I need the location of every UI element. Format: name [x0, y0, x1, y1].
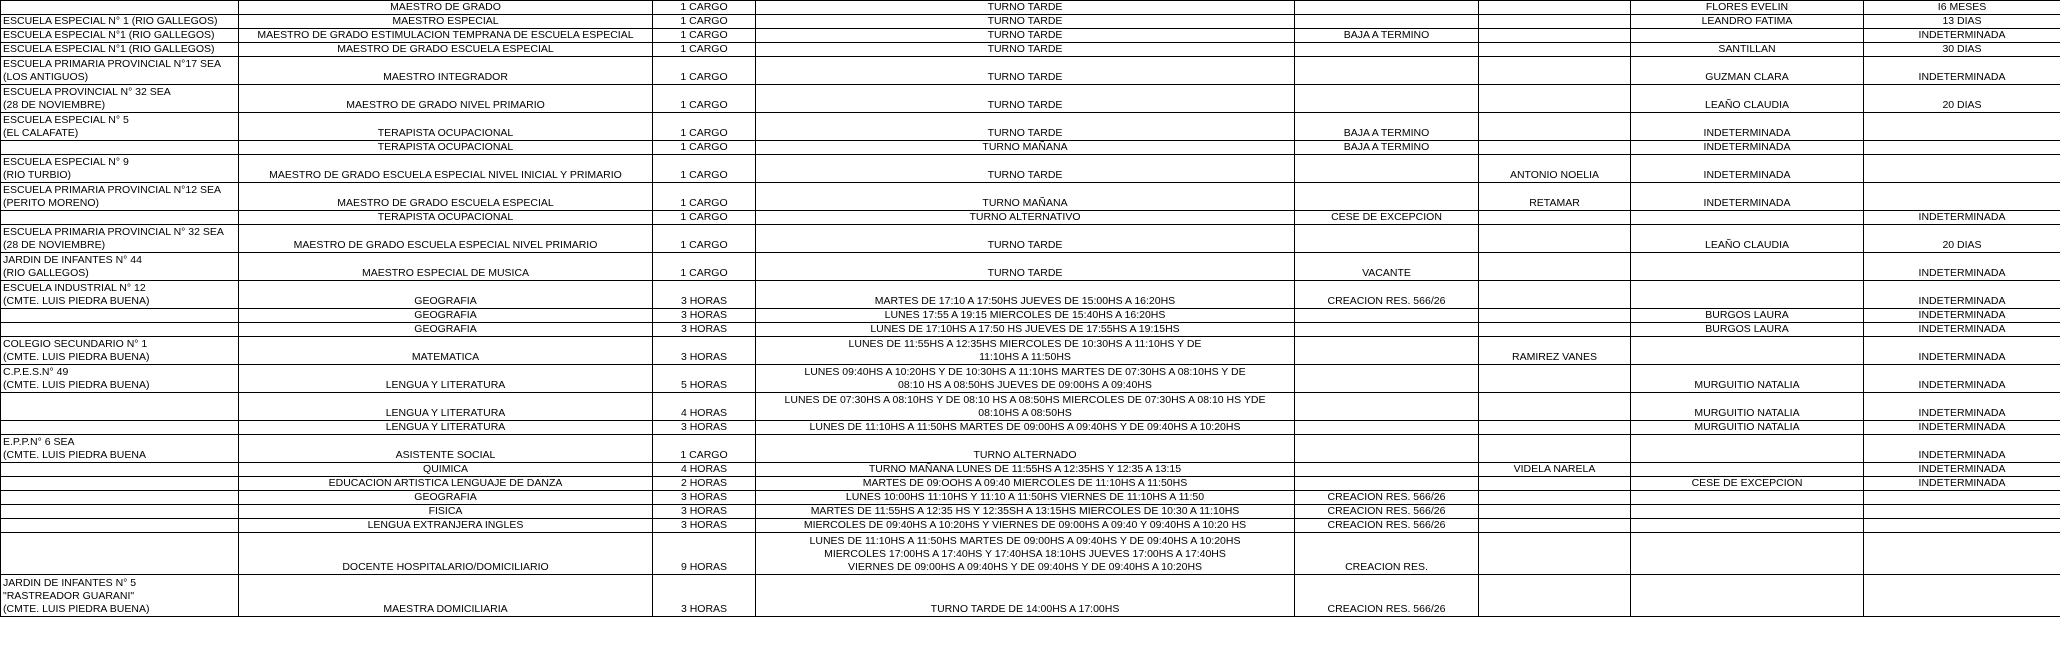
schedule-cell: LUNES DE 11:10HS A 11:50HS MARTES DE 09:00HS A 09:40HS Y DE 09:40HS A 10:20HS: [756, 421, 1295, 435]
situation-cell: [1295, 225, 1479, 253]
schedule-cell: TURNO TARDE: [756, 15, 1295, 29]
situation-cell: CREACION RES. 566/26: [1295, 575, 1479, 617]
position-cell: LENGUA Y LITERATURA: [239, 365, 653, 393]
school-cell: [1, 519, 239, 533]
duration-cell: 20 DIAS: [1864, 85, 2060, 113]
holder-cell: [1479, 575, 1631, 617]
duration-cell: INDETERMINADA: [1864, 323, 2060, 337]
duration-cell: INDETERMINADA: [1864, 477, 2060, 491]
duration-cell: INDETERMINADA: [1864, 463, 2060, 477]
holder-cell: [1479, 309, 1631, 323]
replacement-cell: [1631, 29, 1864, 43]
duration-cell: [1864, 533, 2060, 575]
schedule-cell: LUNES DE 11:55HS A 12:35HS MIERCOLES DE 10:30HS A 11:10HS Y DE 11:10HS A 11:50HS: [756, 337, 1295, 365]
load-cell: 1 CARGO: [653, 57, 756, 85]
school-cell: ESCUELA INDUSTRIAL N° 12 (CMTE. LUIS PIEDRA BUENA): [1, 281, 239, 309]
table-row: [1, 435, 2060, 463]
holder-cell: [1479, 533, 1631, 575]
load-cell: 1 CARGO: [653, 253, 756, 281]
schedule-cell: LUNES DE 11:10HS A 11:50HS MARTES DE 09:00HS A 09:40HS Y DE 09:40HS A 10:20HS MIERCOLES 17:00HS A 17:40HS Y 17:40HSA 18:10HS JUEVES 17:00HS A 17:40HS VIERNES DE 09:00HS A 09:40HS Y DE 09:40HS Y DE 09:40HS A 10:20HS: [756, 533, 1295, 575]
duration-cell: I6 MESES: [1864, 1, 2060, 15]
load-cell: 3 HORAS: [653, 337, 756, 365]
replacement-cell: [1631, 337, 1864, 365]
situation-cell: [1295, 365, 1479, 393]
holder-cell: [1479, 113, 1631, 141]
load-cell: 1 CARGO: [653, 113, 756, 141]
school-cell: [1, 393, 239, 421]
duration-cell: [1864, 155, 2060, 183]
situation-cell: VACANTE: [1295, 253, 1479, 281]
replacement-cell: GUZMAN CLARA: [1631, 57, 1864, 85]
schedule-cell: LUNES 17:55 A 19:15 MIERCOLES DE 15:40HS A 16:20HS: [756, 309, 1295, 323]
duration-cell: INDETERMINADA: [1864, 365, 2060, 393]
position-cell: DOCENTE HOSPITALARIO/DOMICILIARIO: [239, 533, 653, 575]
duration-cell: INDETERMINADA: [1864, 211, 2060, 225]
table-row: [1, 533, 2060, 575]
holder-cell: RAMIREZ VANES: [1479, 337, 1631, 365]
holder-cell: [1479, 29, 1631, 43]
load-cell: 3 HORAS: [653, 519, 756, 533]
holder-cell: [1479, 85, 1631, 113]
replacement-cell: INDETERMINADA: [1631, 141, 1864, 155]
schedule-cell: TURNO TARDE: [756, 85, 1295, 113]
position-cell: GEOGRAFIA: [239, 491, 653, 505]
holder-cell: [1479, 435, 1631, 463]
table-row: [1, 1, 2060, 15]
situation-cell: [1295, 477, 1479, 491]
replacement-cell: [1631, 463, 1864, 477]
table-row: [1, 113, 2060, 141]
situation-cell: CREACION RES. 566/26: [1295, 505, 1479, 519]
school-cell: ESCUELA ESPECIAL N°1 (RIO GALLEGOS): [1, 43, 239, 57]
position-cell: GEOGRAFIA: [239, 309, 653, 323]
situation-cell: BAJA A TERMINO: [1295, 29, 1479, 43]
position-cell: MAESTRO INTEGRADOR: [239, 57, 653, 85]
replacement-cell: BURGOS LAURA: [1631, 323, 1864, 337]
holder-cell: [1479, 211, 1631, 225]
position-cell: LENGUA Y LITERATURA: [239, 421, 653, 435]
schedule-cell: TURNO TARDE: [756, 29, 1295, 43]
position-cell: MAESTRA DOMICILIARIA: [239, 575, 653, 617]
load-cell: 5 HORAS: [653, 365, 756, 393]
position-cell: LENGUA EXTRANJERA INGLES: [239, 519, 653, 533]
schedule-cell: TURNO TARDE DE 14:00HS A 17:00HS: [756, 575, 1295, 617]
load-cell: 3 HORAS: [653, 281, 756, 309]
duration-cell: INDETERMINADA: [1864, 435, 2060, 463]
school-cell: C.P.E.S.N° 49 (CMTE. LUIS PIEDRA BUENA): [1, 365, 239, 393]
position-cell: GEOGRAFIA: [239, 281, 653, 309]
replacement-cell: INDETERMINADA: [1631, 113, 1864, 141]
situation-cell: [1295, 183, 1479, 211]
duration-cell: [1864, 505, 2060, 519]
load-cell: 1 CARGO: [653, 43, 756, 57]
schedule-cell: MIERCOLES DE 09:40HS A 10:20HS Y VIERNES DE 09:00HS A 09:40 Y 09:40HS A 10:20 HS: [756, 519, 1295, 533]
school-cell: ESCUELA PRIMARIA PROVINCIAL N°12 SEA (PERITO MORENO): [1, 183, 239, 211]
holder-cell: [1479, 1, 1631, 15]
table-row: [1, 141, 2060, 155]
table-row: [1, 43, 2060, 57]
replacement-cell: INDETERMINADA: [1631, 183, 1864, 211]
schedule-cell: TURNO TARDE: [756, 253, 1295, 281]
load-cell: 1 CARGO: [653, 183, 756, 211]
position-cell: MATEMATICA: [239, 337, 653, 365]
load-cell: 3 HORAS: [653, 505, 756, 519]
table-row: [1, 225, 2060, 253]
replacement-cell: [1631, 533, 1864, 575]
table-row: [1, 505, 2060, 519]
position-cell: MAESTRO ESPECIAL: [239, 15, 653, 29]
schedule-cell: TURNO TARDE: [756, 113, 1295, 141]
duration-cell: 13 DIAS: [1864, 15, 2060, 29]
duration-cell: [1864, 519, 2060, 533]
table-row: [1, 29, 2060, 43]
schedule-cell: TURNO ALTERNATIVO: [756, 211, 1295, 225]
table-row: [1, 575, 2060, 617]
situation-cell: CREACION RES. 566/26: [1295, 281, 1479, 309]
position-cell: MAESTRO DE GRADO: [239, 1, 653, 15]
position-cell: ASISTENTE SOCIAL: [239, 435, 653, 463]
position-cell: TERAPISTA OCUPACIONAL: [239, 141, 653, 155]
school-cell: [1, 491, 239, 505]
schedule-cell: TURNO MAÑANA LUNES DE 11:55HS A 12:35HS Y 12:35 A 13:15: [756, 463, 1295, 477]
holder-cell: [1479, 491, 1631, 505]
duration-cell: INDETERMINADA: [1864, 337, 2060, 365]
holder-cell: [1479, 281, 1631, 309]
situation-cell: CREACION RES. 566/26: [1295, 519, 1479, 533]
position-cell: MAESTRO DE GRADO ESTIMULACION TEMPRANA DE ESCUELA ESPECIAL: [239, 29, 653, 43]
situation-cell: [1295, 323, 1479, 337]
holder-cell: [1479, 421, 1631, 435]
school-cell: ESCUELA PROVINCIAL N° 32 SEA (28 DE NOVIEMBRE): [1, 85, 239, 113]
holder-cell: [1479, 253, 1631, 281]
position-cell: FISICA: [239, 505, 653, 519]
school-cell: [1, 1, 239, 15]
situation-cell: [1295, 57, 1479, 85]
schedule-cell: TURNO TARDE: [756, 155, 1295, 183]
position-cell: MAESTRO DE GRADO ESCUELA ESPECIAL NIVEL INICIAL Y PRIMARIO: [239, 155, 653, 183]
table-row: [1, 393, 2060, 421]
schedule-cell: TURNO TARDE: [756, 43, 1295, 57]
replacement-cell: [1631, 211, 1864, 225]
school-cell: [1, 533, 239, 575]
table-row: [1, 323, 2060, 337]
position-cell: MAESTRO ESPECIAL DE MUSICA: [239, 253, 653, 281]
school-cell: ESCUELA ESPECIAL N° 5 (EL CALAFATE): [1, 113, 239, 141]
holder-cell: [1479, 477, 1631, 491]
table-row: [1, 421, 2060, 435]
position-cell: QUIMICA: [239, 463, 653, 477]
holder-cell: RETAMAR: [1479, 183, 1631, 211]
load-cell: 3 HORAS: [653, 575, 756, 617]
replacement-cell: [1631, 505, 1864, 519]
school-cell: ESCUELA PRIMARIA PROVINCIAL N°17 SEA (LOS ANTIGUOS): [1, 57, 239, 85]
school-cell: JARDIN DE INFANTES N° 44 (RIO GALLEGOS): [1, 253, 239, 281]
replacement-cell: LEANDRO FATIMA: [1631, 15, 1864, 29]
load-cell: 1 CARGO: [653, 85, 756, 113]
replacement-cell: [1631, 491, 1864, 505]
holder-cell: [1479, 393, 1631, 421]
load-cell: 4 HORAS: [653, 463, 756, 477]
load-cell: 1 CARGO: [653, 141, 756, 155]
replacement-cell: MURGUITIO NATALIA: [1631, 365, 1864, 393]
school-cell: [1, 421, 239, 435]
load-cell: 3 HORAS: [653, 421, 756, 435]
duration-cell: [1864, 113, 2060, 141]
load-cell: 2 HORAS: [653, 477, 756, 491]
situation-cell: [1295, 435, 1479, 463]
situation-cell: CESE DE EXCEPCION: [1295, 211, 1479, 225]
holder-cell: ANTONIO NOELIA: [1479, 155, 1631, 183]
holder-cell: [1479, 365, 1631, 393]
situation-cell: [1295, 309, 1479, 323]
situation-cell: CREACION RES.: [1295, 533, 1479, 575]
table-row: [1, 211, 2060, 225]
position-cell: TERAPISTA OCUPACIONAL: [239, 113, 653, 141]
load-cell: 1 CARGO: [653, 225, 756, 253]
duration-cell: INDETERMINADA: [1864, 281, 2060, 309]
situation-cell: [1295, 337, 1479, 365]
position-cell: MAESTRO DE GRADO ESCUELA ESPECIAL NIVEL PRIMARIO: [239, 225, 653, 253]
school-cell: COLEGIO SECUNDARIO N° 1 (CMTE. LUIS PIEDRA BUENA): [1, 337, 239, 365]
load-cell: 3 HORAS: [653, 491, 756, 505]
school-cell: [1, 505, 239, 519]
replacement-cell: [1631, 575, 1864, 617]
vacancy-table-body: [1, 1, 2060, 617]
situation-cell: [1295, 155, 1479, 183]
schedule-cell: MARTES DE 09:OOHS A 09:40 MIERCOLES DE 11:10HS A 11:50HS: [756, 477, 1295, 491]
duration-cell: INDETERMINADA: [1864, 421, 2060, 435]
situation-cell: BAJA A TERMINO: [1295, 113, 1479, 141]
table-row: [1, 463, 2060, 477]
duration-cell: INDETERMINADA: [1864, 57, 2060, 85]
holder-cell: [1479, 43, 1631, 57]
school-cell: ESCUELA ESPECIAL N°1 (RIO GALLEGOS): [1, 29, 239, 43]
schedule-cell: LUNES DE 07:30HS A 08:10HS Y DE 08:10 HS A 08:50HS MIERCOLES DE 07:30HS A 08:10 HS YDE 08:10HS A 08:50HS: [756, 393, 1295, 421]
position-cell: EDUCACION ARTISTICA LENGUAJE DE DANZA: [239, 477, 653, 491]
holder-cell: [1479, 323, 1631, 337]
school-cell: [1, 141, 239, 155]
table-row: [1, 15, 2060, 29]
school-cell: JARDIN DE INFANTES N° 5 "RASTREADOR GUARANI" (CMTE. LUIS PIEDRA BUENA): [1, 575, 239, 617]
table-row: [1, 337, 2060, 365]
table-row: [1, 365, 2060, 393]
duration-cell: [1864, 491, 2060, 505]
load-cell: 9 HORAS: [653, 533, 756, 575]
position-cell: GEOGRAFIA: [239, 323, 653, 337]
holder-cell: [1479, 519, 1631, 533]
load-cell: 1 CARGO: [653, 155, 756, 183]
school-cell: ESCUELA PRIMARIA PROVINCIAL N° 32 SEA (28 DE NOVIEMBRE): [1, 225, 239, 253]
holder-cell: [1479, 141, 1631, 155]
table-row: [1, 281, 2060, 309]
school-cell: [1, 309, 239, 323]
table-row: [1, 85, 2060, 113]
duration-cell: INDETERMINADA: [1864, 393, 2060, 421]
situation-cell: [1295, 421, 1479, 435]
replacement-cell: LEAÑO CLAUDIA: [1631, 225, 1864, 253]
replacement-cell: MURGUITIO NATALIA: [1631, 393, 1864, 421]
situation-cell: [1295, 15, 1479, 29]
table-row: [1, 253, 2060, 281]
school-cell: [1, 463, 239, 477]
load-cell: 1 CARGO: [653, 1, 756, 15]
table-row: [1, 477, 2060, 491]
table-row: [1, 519, 2060, 533]
replacement-cell: INDETERMINADA: [1631, 155, 1864, 183]
replacement-cell: [1631, 281, 1864, 309]
replacement-cell: [1631, 253, 1864, 281]
position-cell: MAESTRO DE GRADO ESCUELA ESPECIAL: [239, 43, 653, 57]
replacement-cell: [1631, 519, 1864, 533]
table-row: [1, 309, 2060, 323]
situation-cell: CREACION RES. 566/26: [1295, 491, 1479, 505]
duration-cell: INDETERMINADA: [1864, 253, 2060, 281]
situation-cell: [1295, 393, 1479, 421]
schedule-cell: LUNES DE 17:10HS A 17:50 HS JUEVES DE 17:55HS A 19:15HS: [756, 323, 1295, 337]
duration-cell: 20 DIAS: [1864, 225, 2060, 253]
situation-cell: BAJA A TERMINO: [1295, 141, 1479, 155]
position-cell: LENGUA Y LITERATURA: [239, 393, 653, 421]
school-cell: ESCUELA ESPECIAL N° 1 (RIO GALLEGOS): [1, 15, 239, 29]
load-cell: 4 HORAS: [653, 393, 756, 421]
replacement-cell: [1631, 435, 1864, 463]
replacement-cell: MURGUITIO NATALIA: [1631, 421, 1864, 435]
schedule-cell: MARTES DE 17:10 A 17:50HS JUEVES DE 15:00HS A 16:20HS: [756, 281, 1295, 309]
load-cell: 1 CARGO: [653, 15, 756, 29]
holder-cell: VIDELA NARELA: [1479, 463, 1631, 477]
table-row: [1, 183, 2060, 211]
schedule-cell: TURNO TARDE: [756, 57, 1295, 85]
situation-cell: [1295, 1, 1479, 15]
load-cell: 1 CARGO: [653, 29, 756, 43]
replacement-cell: FLORES EVELIN: [1631, 1, 1864, 15]
school-cell: [1, 211, 239, 225]
replacement-cell: BURGOS LAURA: [1631, 309, 1864, 323]
schedule-cell: TURNO TARDE: [756, 225, 1295, 253]
replacement-cell: CESE DE EXCEPCION: [1631, 477, 1864, 491]
table-row: [1, 57, 2060, 85]
position-cell: MAESTRO DE GRADO ESCUELA ESPECIAL: [239, 183, 653, 211]
duration-cell: [1864, 141, 2060, 155]
position-cell: TERAPISTA OCUPACIONAL: [239, 211, 653, 225]
schedule-cell: LUNES 10:00HS 11:10HS Y 11:10 A 11:50HS VIERNES DE 11:10HS A 11:50: [756, 491, 1295, 505]
school-cell: [1, 323, 239, 337]
school-cell: E.P.P.N° 6 SEA (CMTE. LUIS PIEDRA BUENA: [1, 435, 239, 463]
load-cell: 1 CARGO: [653, 211, 756, 225]
load-cell: 1 CARGO: [653, 435, 756, 463]
duration-cell: INDETERMINADA: [1864, 309, 2060, 323]
schedule-cell: TURNO ALTERNADO: [756, 435, 1295, 463]
holder-cell: [1479, 225, 1631, 253]
situation-cell: [1295, 463, 1479, 477]
duration-cell: [1864, 183, 2060, 211]
schedule-cell: TURNO TARDE: [756, 1, 1295, 15]
holder-cell: [1479, 505, 1631, 519]
load-cell: 3 HORAS: [653, 323, 756, 337]
replacement-cell: SANTILLAN: [1631, 43, 1864, 57]
duration-cell: INDETERMINADA: [1864, 29, 2060, 43]
school-cell: ESCUELA ESPECIAL N° 9 (RIO TURBIO): [1, 155, 239, 183]
situation-cell: [1295, 43, 1479, 57]
table-row: [1, 155, 2060, 183]
situation-cell: [1295, 85, 1479, 113]
schedule-cell: LUNES 09:40HS A 10:20HS Y DE 10:30HS A 11:10HS MARTES DE 07:30HS A 08:10HS Y DE 08:10 HS A 08:50HS JUEVES DE 09:00HS A 09:40HS: [756, 365, 1295, 393]
schedule-cell: TURNO MAÑANA: [756, 141, 1295, 155]
duration-cell: [1864, 575, 2060, 617]
duration-cell: 30 DIAS: [1864, 43, 2060, 57]
replacement-cell: LEAÑO CLAUDIA: [1631, 85, 1864, 113]
holder-cell: [1479, 57, 1631, 85]
schedule-cell: MARTES DE 11:55HS A 12:35 HS Y 12:35SH A 13:15HS MIERCOLES DE 10:30 A 11:10HS: [756, 505, 1295, 519]
schedule-cell: TURNO MAÑANA: [756, 183, 1295, 211]
position-cell: MAESTRO DE GRADO NIVEL PRIMARIO: [239, 85, 653, 113]
school-cell: [1, 477, 239, 491]
holder-cell: [1479, 15, 1631, 29]
table-row: [1, 491, 2060, 505]
load-cell: 3 HORAS: [653, 309, 756, 323]
